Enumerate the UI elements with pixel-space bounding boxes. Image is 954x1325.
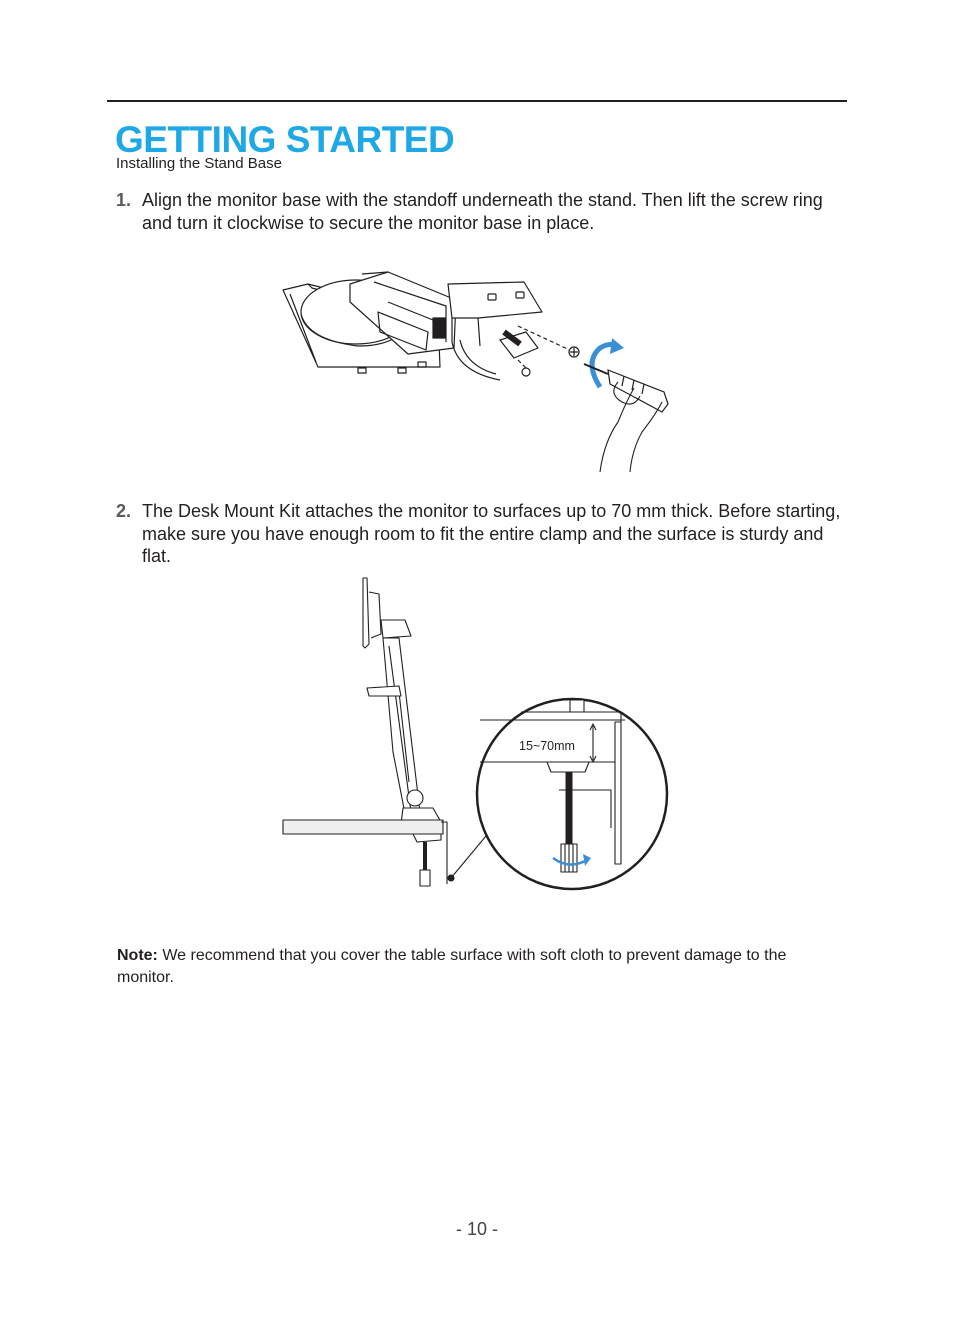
header-rule — [107, 100, 847, 102]
rotate-arrow-icon — [610, 338, 624, 354]
step-1 — [116, 189, 846, 234]
note-label: Note: — [117, 947, 158, 964]
section-subtitle: Installing the Stand Base — [116, 155, 282, 172]
note-text: We recommend that you cover the table surface with soft cloth to prevent damage to the monitor. — [117, 947, 787, 986]
note — [117, 945, 847, 989]
desk-mount-illustration — [275, 572, 675, 894]
step-2 — [116, 500, 846, 568]
step-text: Align the monitor base with the standoff underneath the stand. Then lift the screw ring and turn it clockwise to secure the monitor base in place. — [142, 190, 823, 233]
step-number: 1. — [116, 190, 132, 210]
step-number: 2. — [116, 501, 132, 521]
clamp-range-label: 15~70mm — [519, 739, 575, 753]
page-number: - 10 - — [455, 1219, 498, 1239]
step-text: The Desk Mount Kit attaches the monitor to surfaces up to 70 mm thick. Before starting, make sure you have enough room to fit the entire clamp and the surface is sturdy and flat. — [142, 501, 841, 566]
page-title: GETTING STARTED — [115, 119, 455, 160]
stand-base-illustration — [278, 262, 678, 482]
